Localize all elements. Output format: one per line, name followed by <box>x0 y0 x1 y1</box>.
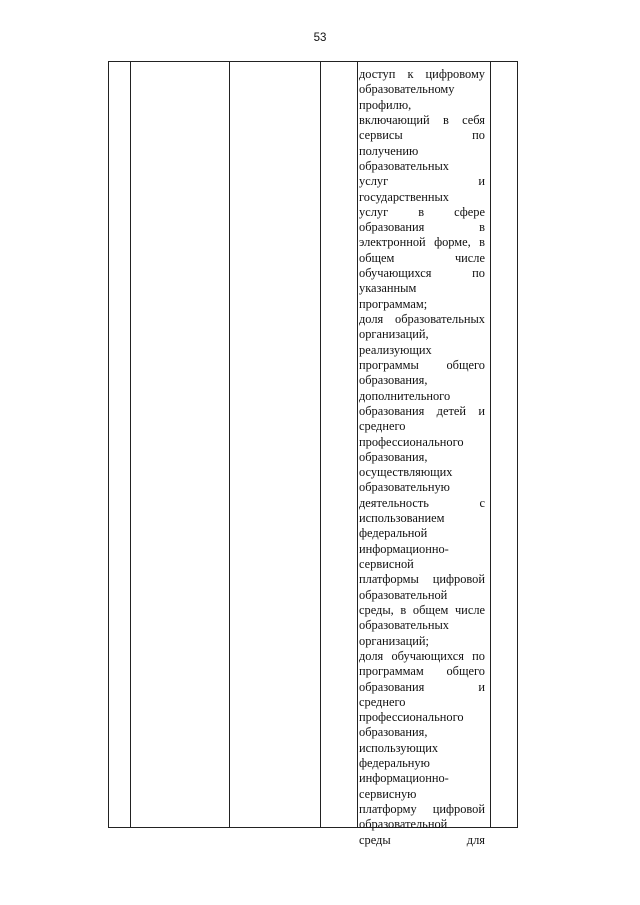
cell-text-line: образовательных <box>359 158 449 173</box>
column-divider-2 <box>229 62 230 827</box>
cell-text-line: среднего <box>359 419 406 434</box>
cell-text-line: электронной форме, в <box>359 235 485 250</box>
column-divider-5 <box>490 62 491 827</box>
cell-text-line: образовательному <box>359 82 455 97</box>
cell-text-line: указанным <box>359 281 417 296</box>
cell-text-line: среднего <box>359 694 406 709</box>
cell-text-line: профессионального <box>359 710 464 725</box>
cell-text-line: государственных <box>359 189 450 204</box>
cell-text-line: сервисную <box>359 786 417 801</box>
cell-text-line: образовательную <box>359 480 450 495</box>
cell-text-line: услуг и <box>359 174 485 189</box>
cell-text-line: федеральную <box>359 756 430 771</box>
cell-text-line: использующих <box>359 740 439 755</box>
cell-text-line: сервисной <box>359 557 414 571</box>
cell-text-line: программы общего <box>359 357 485 372</box>
cell-text-line: услуг в сфере <box>359 204 485 219</box>
cell-text-line: образования и <box>359 679 485 694</box>
cell-text-line: платформы цифровой <box>359 572 485 587</box>
cell-text-line: образовательной <box>359 817 448 832</box>
page-number: 53 <box>313 32 327 44</box>
cell-text-line: образования, <box>359 373 428 388</box>
cell-text-line: информационно- <box>359 541 449 556</box>
cell-text-line: информационно- <box>359 771 449 786</box>
cell-text-line: обучающихся по <box>359 266 485 281</box>
cell-text-line: платформу цифровой <box>359 802 485 816</box>
cell-text-line: среды для <box>359 832 485 847</box>
cell-text-line: включающий в себя <box>359 112 485 127</box>
column-divider-4 <box>357 62 358 827</box>
cell-text-line: деятельность с <box>359 495 485 510</box>
cell-text-line: организаций; <box>359 633 429 648</box>
cell-text-line: программам; <box>359 296 428 311</box>
cell-text-line: общем числе <box>359 250 485 265</box>
cell-text-line: реализующих <box>359 342 432 357</box>
cell-text-line: образования детей и <box>359 403 485 418</box>
cell-text-line: профилю, <box>359 97 412 112</box>
cell-text-line: получению <box>359 143 419 158</box>
cell-text-line: образования, <box>359 449 428 464</box>
cell-text-line: программам общего <box>359 664 485 679</box>
column-divider-3 <box>320 62 321 827</box>
column-divider-1 <box>130 62 131 827</box>
cell-text-line: образовательной <box>359 587 448 602</box>
cell-text-line: федеральной <box>359 526 428 541</box>
indicator-cell <box>359 67 485 848</box>
cell-text-line: сервисы по <box>359 128 485 143</box>
cell-text-line: осуществляющих <box>359 465 453 480</box>
cell-text-line: доступ к цифровому <box>359 67 485 81</box>
cell-text-line: дополнительного <box>359 388 451 403</box>
cell-text-line: образования, <box>359 725 428 740</box>
cell-text-line: профессионального <box>359 434 464 449</box>
cell-text-line: образовательных <box>359 618 449 633</box>
cell-text-line: среды, в общем числе <box>359 602 485 617</box>
cell-text-line: образования в <box>359 220 485 235</box>
cell-text-line: использованием <box>359 511 445 526</box>
cell-text-line: организаций, <box>359 327 429 342</box>
cell-text-line: доля образовательных <box>359 312 485 326</box>
cell-text-line: доля обучающихся по <box>359 648 485 663</box>
